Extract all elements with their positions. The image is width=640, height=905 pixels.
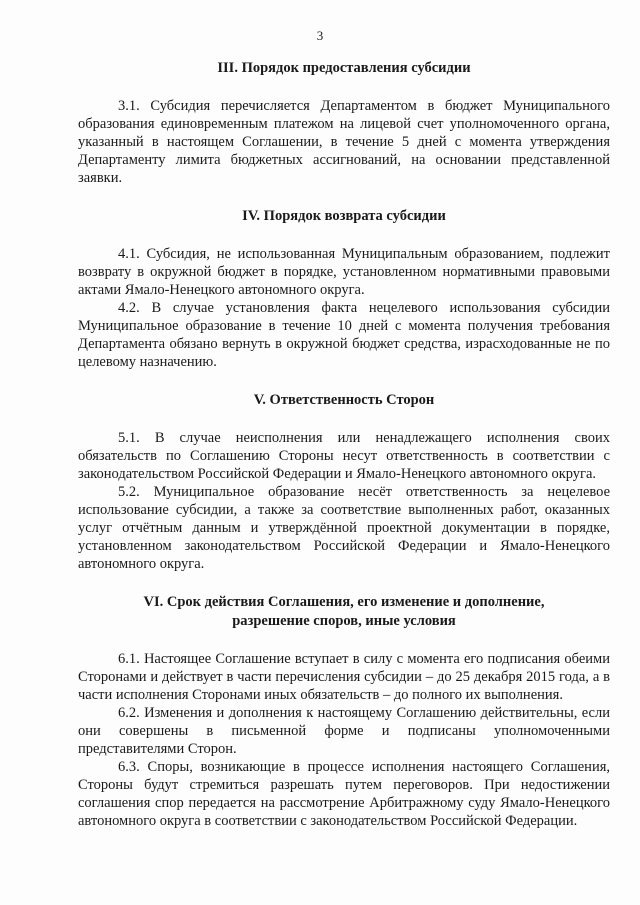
paragraph-3-1: 3.1. Субсидия перечисляется Департаментом в бюджет Муниципального образования единовременным платежом на лицевой счет уполномоченного органа, указанный в настоящем Соглашении, в течение 5 дней с момента утверждения Департаменту лимита бюджетных ассигнований, на основании представленной заявки. (78, 98, 610, 186)
paragraph-5-2: 5.2. Муниципальное образование несёт ответственность за нецелевое использование субсидии, а также за соответствие выполненных работ, оказанных услуг отчётным данным и утверждённой проектной документации в порядке, установленном законодательством Российской Федерации и Ямало-Ненецкого автономного округа. (78, 484, 610, 572)
section-6-heading: VI. Срок действия Соглашения, его изменение и дополнение, (143, 594, 545, 610)
paragraph-4-1: 4.1. Субсидия, не использованная Муниципальным образованием, подлежит возврату в окружной бюджет в порядке, установленном нормативными правовыми актами Ямало-Ненецкого автономного округа. (78, 246, 610, 298)
paragraph-4-2: 4.2. В случае установления факта нецелевого использования субсидии Муниципальное образование в течение 10 дней с момента получения требования Департамента обязано вернуть в окружной бюджет средства, израсходованные не по целевому назначению. (78, 300, 610, 370)
paragraph-6-3: 6.3. Споры, возникающие в процессе исполнения настоящего Соглашения, Стороны будут стремиться разрешать путем переговоров. При недостижении соглашения спор передается на рассмотрение Арбитражному суду Ямало-Ненецкого автономного округа в соответствии с законодательством Российской Федерации. (78, 759, 610, 829)
section-4-heading: IV. Порядок возврата субсидии (242, 208, 446, 224)
paragraph-6-2: 6.2. Изменения и дополнения к настоящему Соглашению действительны, если они совершены в письменной форме и подписаны уполномоченными представителями Сторон. (78, 705, 610, 757)
section-5-heading: V. Ответственность Сторон (253, 392, 435, 408)
paragraph-6-1: 6.1. Настоящее Соглашение вступает в силу с момента его подписания обеими Сторонами и действует в части перечисления субсидии – до 25 декабря 2015 года, а в части исполнения Сторонами иных обязательств – до полного их выполнения. (78, 651, 610, 703)
document-body (78, 56, 610, 830)
paragraph-5-1: 5.1. В случае неисполнения или ненадлежащего исполнения своих обязательств по Соглашению Стороны несут ответственность в соответствии с законодательством Российской Федерации и Ямало-Ненецкого автономного округа. (78, 430, 610, 482)
section-6-heading-line2: разрешение споров, иные условия (232, 613, 456, 629)
page-number: 3 (316, 28, 324, 43)
section-3-heading: III. Порядок предоставления субсидии (217, 60, 471, 76)
